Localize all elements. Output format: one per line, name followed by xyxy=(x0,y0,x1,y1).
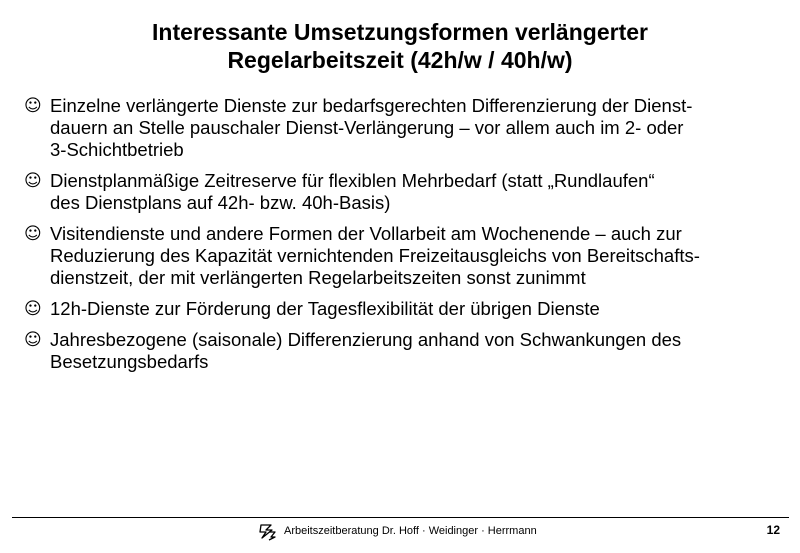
bullet-line: dienstzeit, der mit verlängerten Regelarbeitszeiten sonst zunimmt xyxy=(50,267,586,288)
bullet-line: des Dienstplans auf 42h- bzw. 40h-Basis) xyxy=(50,192,391,213)
footer xyxy=(0,520,800,542)
bullet-line: 3-Schichtbetrieb xyxy=(50,139,184,160)
bullet-line: Visitendienste und andere Formen der Vollarbeit am Wochenende – auch zur xyxy=(50,223,682,244)
bullet-line: Jahresbezogene (saisonale) Differenzierung anhand von Schwankungen des xyxy=(50,329,682,350)
bullet-text xyxy=(50,223,784,289)
bullet-list xyxy=(24,95,784,382)
bullet-text xyxy=(50,329,784,373)
list-item xyxy=(24,95,784,161)
list-item xyxy=(24,329,784,373)
smiley-icon: ☺ xyxy=(24,330,42,350)
bullet-line: Besetzungsbedarfs xyxy=(50,351,209,372)
list-item xyxy=(24,223,784,289)
bullet-text xyxy=(50,170,784,214)
bullet-line: 12h-Dienste zur Förderung der Tagesflexibilität der übrigen Dienste xyxy=(50,298,600,319)
smiley-icon: ☺ xyxy=(24,224,42,244)
bullet-text xyxy=(50,298,784,320)
bullet-line: dauern an Stelle pauschaler Dienst-Verlängerung – vor allem auch im 2- oder xyxy=(50,117,684,138)
bullet-line: Dienstplanmäßige Zeitreserve für flexiblen Mehrbedarf (statt „Rundlaufen“ xyxy=(50,170,655,191)
footer-divider xyxy=(12,517,789,518)
slide-title-line: Regelarbeitszeit (42h/w / 40h/w) xyxy=(227,47,573,73)
smiley-icon: ☺ xyxy=(24,299,42,319)
page-number: 12 xyxy=(766,523,780,537)
footer-brand-text: Arbeitszeitberatung Dr. Hoff · Weidinger · Herrmann xyxy=(284,525,537,537)
bullet-line: Reduzierung des Kapazität vernichtenden Freizeitausgleichs von Bereitschafts- xyxy=(50,245,700,266)
smiley-icon: ☺ xyxy=(24,171,42,191)
company-logo-icon xyxy=(258,521,278,541)
bullet-line: Einzelne verlängerte Dienste zur bedarfsgerechten Differenzierung der Dienst- xyxy=(50,95,693,116)
slide-title-line: Interessante Umsetzungsformen verlängerter xyxy=(152,19,648,45)
list-item xyxy=(24,298,784,320)
smiley-icon: ☺ xyxy=(24,96,42,116)
list-item xyxy=(24,170,784,214)
footer-brand xyxy=(258,521,537,541)
slide-title xyxy=(40,18,760,74)
bullet-text xyxy=(50,95,784,161)
